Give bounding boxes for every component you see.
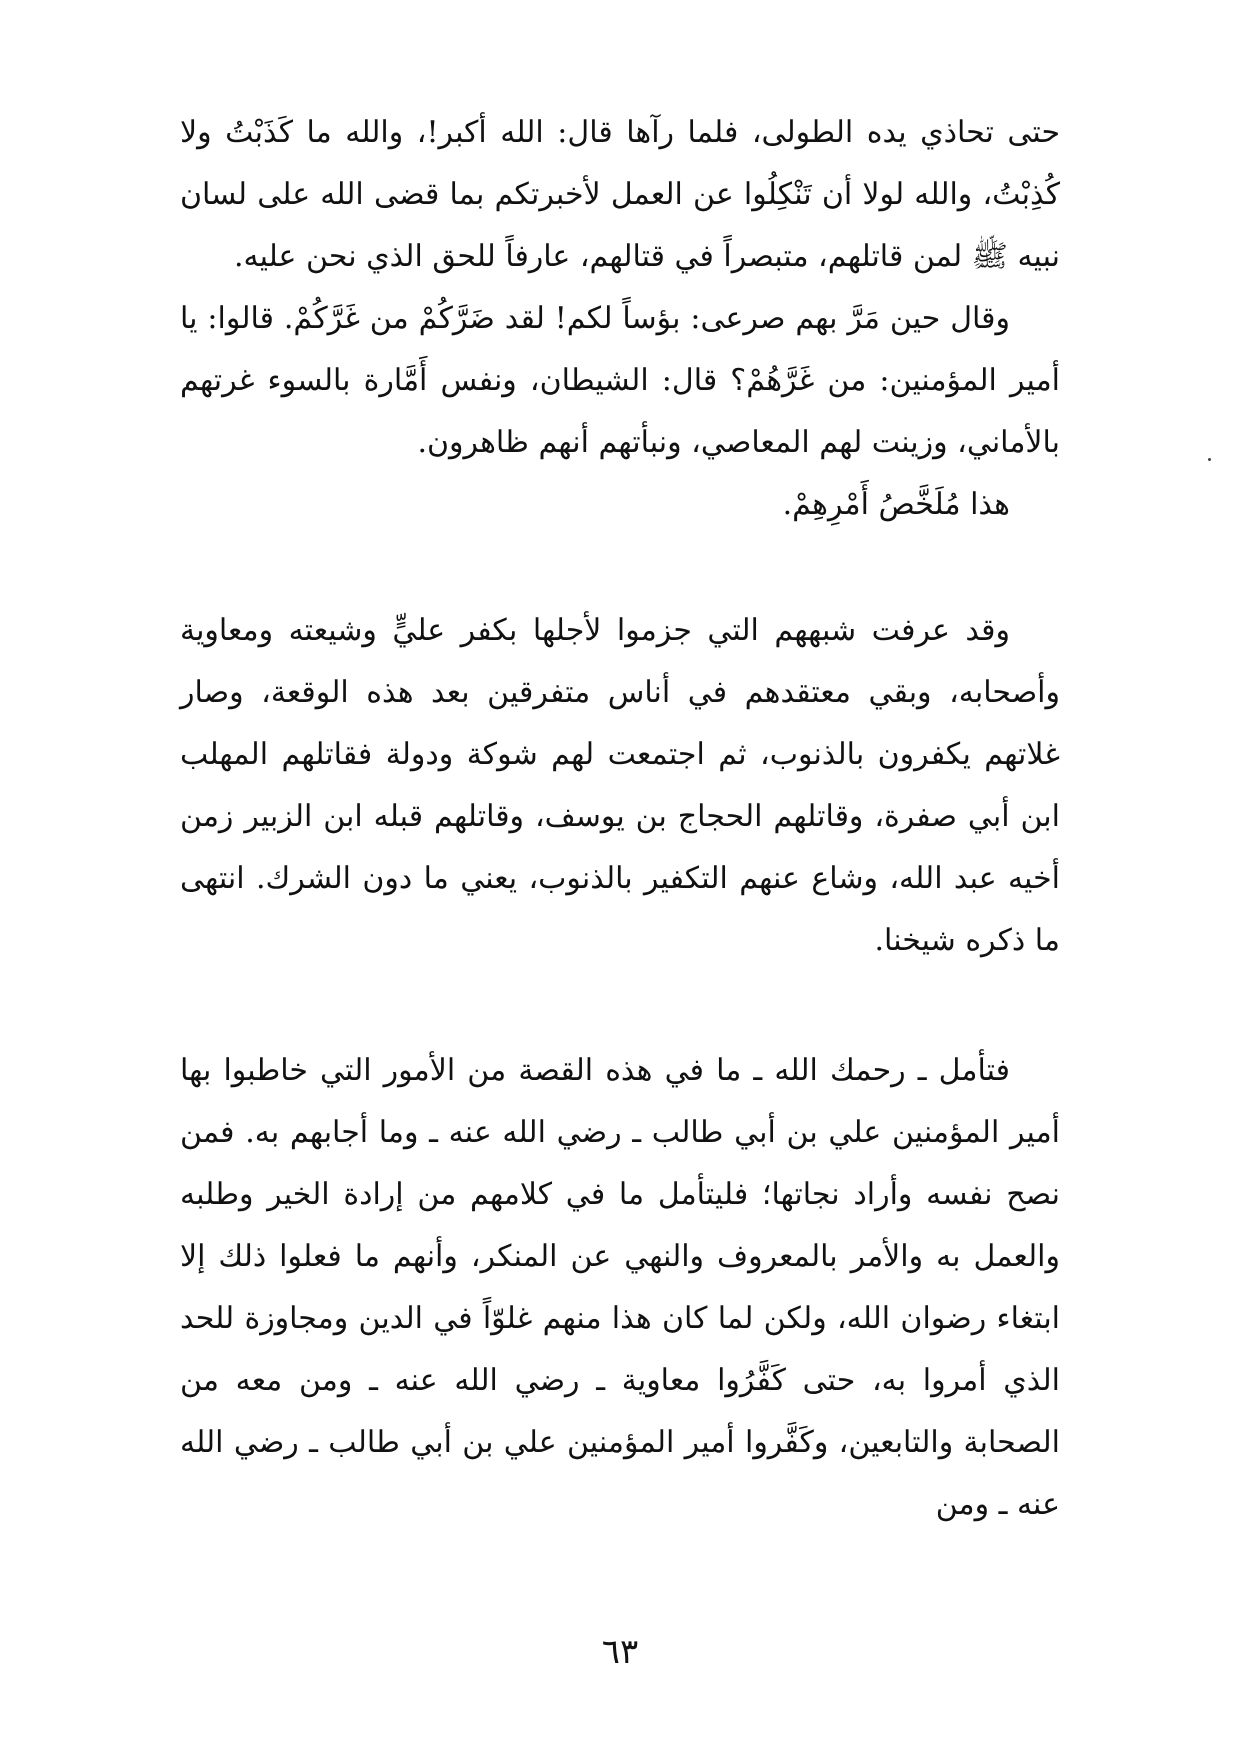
- text-line: يا أمير المؤمنين: من غَرَّهُمْ؟ قال: الشيطان، ونفس أَمَّارة بالسوء غرتهم: [180, 301, 1060, 398]
- paragraph: [180, 474, 1060, 536]
- text-line: ما ذكره شيخنا.: [874, 923, 1060, 958]
- text-line: ابن أبي صفرة، وقاتلهم الحجاج بن يوسف، وقاتلهم قبله ابن الزبير زمن: [180, 799, 1060, 834]
- margin-dot: [1208, 458, 1211, 461]
- text-block-bottom: [180, 1040, 1060, 1536]
- text-line: ابتغاء رضوان الله، ولكن لما كان هذا منهم غلوّاً في الدين ومجاوزة للحد: [180, 1301, 1060, 1336]
- text-line: بالأماني، وزينت لهم المعاصي، ونبأتهم أنهم ظاهرون.: [417, 425, 1060, 460]
- page-number: ٦٣: [601, 1632, 639, 1672]
- text-block-middle: [180, 600, 1060, 972]
- text-line: هذا مُلَخَّصُ أَمْرِهِمْ.: [782, 487, 1010, 522]
- paragraph: [180, 600, 1060, 972]
- text-line: وقال حين مَرَّ بهم صرعى: بؤساً لكم! لقد ضَرَّكُمْ من غَرَّكُمْ. قالوا:: [207, 301, 1010, 336]
- text-line: نبيه ﷺ لمن قاتلهم، متبصراً في قتالهم، عارفاً للحق الذي نحن عليه.: [233, 239, 1060, 274]
- text-line: أخيه عبد الله، وشاع عنهم التكفير بالذنوب، يعني ما دون الشرك. انتهى: [180, 861, 1060, 896]
- text-block-top: [180, 102, 1060, 536]
- text-line: كُذِبْتُ، والله لولا أن تَنْكِلُوا عن العمل لأخبرتكم بما قضى الله على لسان: [180, 177, 1060, 212]
- text-line: نصح نفسه وأراد نجاتها؛ فليتأمل ما في كلامهم من إرادة الخير وطلبه: [180, 1177, 1060, 1212]
- text-line: والتابعين، وكَفَّروا أمير المؤمنين علي بن أبي طالب ـ رضي الله عنه ـ ومن: [180, 1425, 1060, 1522]
- text-line: والعمل به والأمر بالمعروف والنهي عن المنكر، وأنهم ما فعلوا ذلك إلا: [180, 1239, 1060, 1274]
- paragraph: [180, 288, 1060, 474]
- paragraph: [180, 1040, 1060, 1536]
- paragraph: [180, 102, 1060, 288]
- text-line: حتى تحاذي يده الطولى، فلما رآها قال: الله أكبر!، والله ما كَذَبْتُ ولا: [180, 115, 1060, 150]
- text-line: غلاتهم يكفرون بالذنوب، ثم اجتمعت لهم شوكة ودولة فقاتلهم المهلب: [180, 737, 1060, 772]
- text-line: الذي أمروا به، حتى كَفَّرُوا معاوية ـ رضي الله عنه ـ ومن معه من الصحابة: [180, 1363, 1060, 1460]
- text-line: وقد عرفت شبههم التي جزموا لأجلها بكفر عليٍّ وشيعته ومعاوية: [180, 613, 1010, 648]
- text-line: أمير المؤمنين علي بن أبي طالب ـ رضي الله عنه ـ وما أجابهم به. فمن: [180, 1115, 1060, 1150]
- text-line: فتأمل ـ رحمك الله ـ ما في هذه القصة من الأمور التي خاطبوا بها: [180, 1053, 1010, 1088]
- text-line: وأصحابه، وبقي معتقدهم في أناس متفرقين بعد هذه الوقعة، وصار: [180, 675, 1060, 710]
